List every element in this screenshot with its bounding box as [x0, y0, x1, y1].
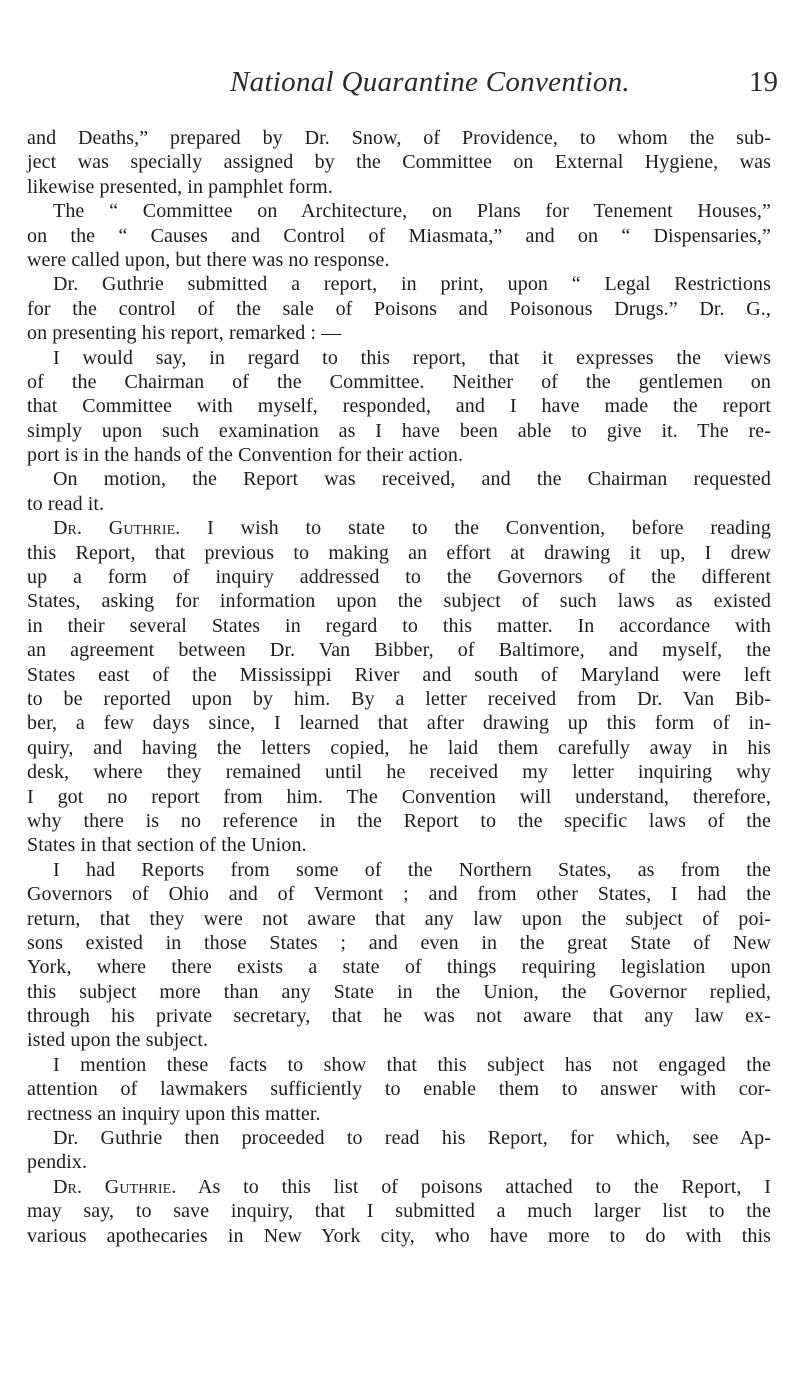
running-title: National Quarantine Convention.	[230, 66, 630, 98]
text-line: to be reported upon by him. By a letter received from Dr. Van Bib-	[27, 687, 771, 710]
text-line: likewise presented, in pamphlet form.	[27, 175, 333, 198]
text-line: that Committee with myself, responded, and I have made the report	[27, 395, 771, 418]
text-line: Dr. Guthrie. As to this list of poisons attached to the Report, I	[53, 1175, 771, 1198]
text-line: in their several States in regard to this matter. In accordance with	[27, 614, 771, 637]
page-number: 19	[749, 66, 778, 98]
text-line: on the “ Causes and Control of Miasmata,” and on “ Dispensaries,”	[27, 224, 771, 247]
text-line: an agreement between Dr. Van Bibber, of Baltimore, and myself, the	[27, 639, 771, 662]
text-line: isted upon the subject.	[27, 1029, 209, 1052]
text-line: I mention these facts to show that this subject has not engaged the	[53, 1053, 771, 1076]
text-line: pendix.	[27, 1151, 88, 1174]
text-line: this Report, that previous to making an effort at drawing it up, I drew	[27, 541, 771, 564]
text-line: return, that they were not aware that any law upon the subject of poi-	[27, 907, 771, 930]
text-line: States, asking for information upon the subject of such laws as existed	[27, 590, 771, 613]
text-line: Dr. Guthrie then proceeded to read his Report, for which, see Ap-	[53, 1127, 771, 1150]
text-line: quiry, and having the letters copied, he laid them carefully away in his	[27, 736, 771, 759]
text-line: ject was specially assigned by the Committee on External Hygiene, was	[27, 151, 771, 174]
text-line: may say, to save inquiry, that I submitted a much larger list to the	[27, 1200, 771, 1223]
text-line: various apothecaries in New York city, who have more to do with this	[27, 1224, 771, 1247]
text-line: were called upon, but there was no response.	[27, 248, 390, 271]
text-line: States east of the Mississippi River and south of Maryland were left	[27, 663, 771, 686]
text-line: desk, where they remained until he received my letter inquiring why	[27, 761, 771, 784]
text-line: sons existed in those States ; and even in the great State of New	[27, 931, 771, 954]
text-line: On motion, the Report was received, and the Chairman requested	[53, 468, 771, 491]
text-line: The “ Committee on Architecture, on Plans for Tenement Houses,”	[53, 200, 771, 223]
text-line: ber, a few days since, I learned that after drawing up this form of in-	[27, 712, 771, 735]
text-line: of the Chairman of the Committee. Neither of the gentlemen on	[27, 370, 771, 393]
text-line: port is in the hands of the Convention for their action.	[27, 444, 464, 467]
speaker-name: Dr. Guthrie.	[53, 517, 181, 540]
text-line: States in that section of the Union.	[27, 834, 307, 857]
text-line: Governors of Ohio and of Vermont ; and from other States, I had the	[27, 883, 771, 906]
text-line: for the control of the sale of Poisons and Poisonous Drugs.” Dr. G.,	[27, 297, 771, 320]
text-line: attention of lawmakers sufficiently to enable them to answer with cor-	[27, 1078, 771, 1101]
text-line: through his private secretary, that he was not aware that any law ex-	[27, 1005, 771, 1028]
text-line: Dr. Guthrie. I wish to state to the Convention, before reading	[53, 517, 772, 540]
text-line: and Deaths,” prepared by Dr. Snow, of Providence, to whom the sub-	[27, 127, 771, 149]
text-line: this subject more than any State in the Union, the Governor replied,	[27, 980, 771, 1003]
text-line: on presenting his report, remarked : —	[27, 322, 342, 345]
text-line: up a form of inquiry addressed to the Governors of the different	[27, 566, 771, 589]
running-header	[230, 66, 778, 102]
text-line: York, where there exists a state of things requiring legislation upon	[27, 956, 771, 979]
text-line: I got no report from him. The Convention will understand, therefore,	[27, 785, 771, 808]
speaker-name: Dr. Guthrie.	[53, 1175, 177, 1198]
body-text	[27, 126, 771, 1248]
text-line: to read it.	[27, 492, 105, 515]
text-line: why there is no reference in the Report to the specific laws of the	[27, 809, 771, 832]
text-line: rectness an inquiry upon this matter.	[27, 1102, 321, 1125]
text-line: I would say, in regard to this report, that it expresses the views	[53, 346, 771, 369]
text-line: Dr. Guthrie submitted a report, in print, upon “ Legal Restrictions	[53, 273, 771, 296]
text-line: I had Reports from some of the Northern States, as from the	[53, 858, 771, 881]
text-line: simply upon such examination as I have been able to give it. The re-	[27, 419, 771, 442]
